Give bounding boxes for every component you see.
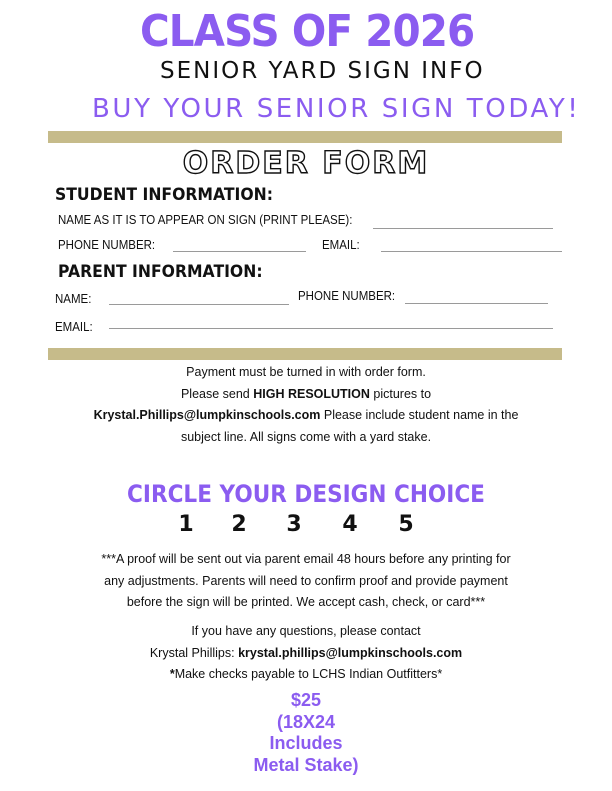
- design-choice-2[interactable]: 2: [231, 512, 247, 537]
- parent-email-label: EMAIL:: [55, 320, 93, 334]
- student-phone-field[interactable]: [173, 251, 306, 252]
- proof-line-3: before the sign will be printed. We accept cash, check, or card***: [126, 595, 486, 609]
- contact-email: krystal.phillips@lumpkinschools.com: [238, 645, 463, 660]
- contact-line-2: Krystal Phillips: krystal.phillips@lumpkinschools.com: [149, 645, 463, 660]
- design-choice-3[interactable]: 3: [286, 512, 302, 537]
- payment-line-4: subject line. All signs come with a yard stake.: [180, 429, 432, 444]
- payment-line-3: Krystal.Phillips@lumpkinschools.com Please include student name in the: [93, 408, 519, 422]
- student-name-field[interactable]: [373, 228, 553, 229]
- page-title: CLASS OF 2026: [140, 6, 475, 57]
- student-email-label: EMAIL:: [322, 238, 360, 252]
- send-pictures-email: Krystal.Phillips@lumpkinschools.com: [93, 408, 321, 422]
- divider-bar-bottom: [48, 348, 562, 360]
- student-name-label: NAME AS IT IS TO APPEAR ON SIGN (PRINT PLEASE):: [58, 213, 353, 227]
- tagline: BUY YOUR SENIOR SIGN TODAY!: [92, 94, 581, 124]
- design-choice-1[interactable]: 1: [178, 512, 194, 537]
- proof-line-1: ***A proof will be sent out via parent email 48 hours before any printing for: [101, 552, 511, 566]
- order-form-title: ORDER FORM: [182, 146, 430, 181]
- design-choice-5[interactable]: 5: [398, 512, 414, 537]
- price-size: (18X24: [276, 711, 336, 732]
- design-choice-4[interactable]: 4: [342, 512, 358, 537]
- parent-name-field[interactable]: [109, 304, 289, 305]
- payment-line-1: Payment must be turned in with order form.: [186, 365, 426, 379]
- parent-info-heading: PARENT INFORMATION:: [58, 262, 263, 282]
- price-stake: Metal Stake): [253, 754, 359, 775]
- proof-notice: [0, 549, 612, 614]
- divider-bar-top: [48, 131, 562, 143]
- student-email-field[interactable]: [381, 251, 562, 252]
- proof-line-2: any adjustments. Parents will need to confirm proof and provide payment: [104, 573, 508, 588]
- parent-email-field[interactable]: [109, 328, 553, 329]
- checks-note: *Make checks payable to LCHS Indian Outfitters*: [169, 667, 443, 681]
- parent-phone-field[interactable]: [405, 303, 548, 304]
- parent-name-label: NAME:: [55, 292, 92, 306]
- price-amount: $25: [290, 690, 322, 710]
- contact-line-1: If you have any questions, please contact: [191, 624, 421, 638]
- price-block: [0, 690, 612, 776]
- payment-line-2: Please send HIGH RESOLUTION pictures to: [180, 386, 432, 401]
- student-phone-label: PHONE NUMBER:: [58, 238, 156, 252]
- price-includes: Includes: [269, 733, 343, 753]
- payment-info: [0, 362, 612, 448]
- student-info-heading: STUDENT INFORMATION:: [55, 185, 274, 205]
- design-choice-title: CIRCLE YOUR DESIGN CHOICE: [127, 480, 485, 508]
- page-subtitle: SENIOR YARD SIGN INFO: [160, 58, 485, 84]
- parent-phone-label: PHONE NUMBER:: [298, 289, 396, 303]
- contact-info: [0, 621, 612, 686]
